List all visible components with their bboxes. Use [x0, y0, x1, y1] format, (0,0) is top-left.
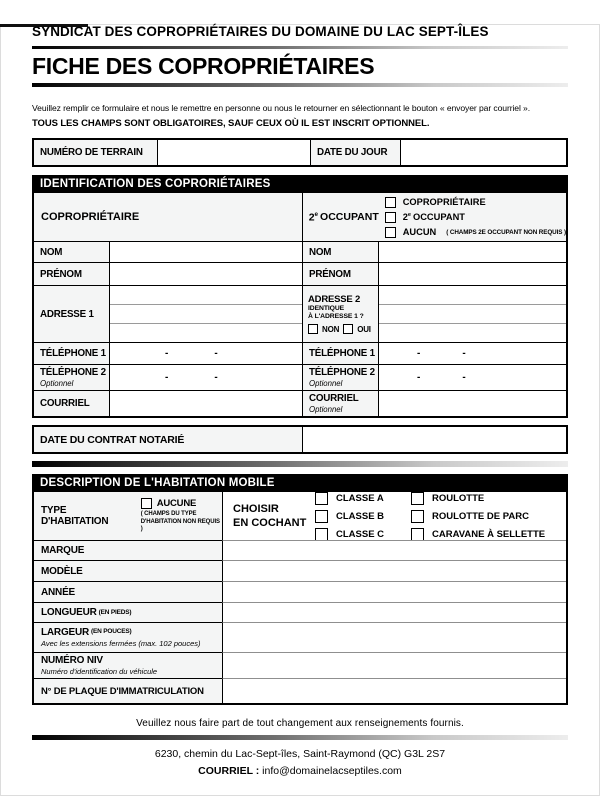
divider-gradient-2	[32, 83, 568, 87]
adresse1-input-line2[interactable]	[110, 304, 302, 323]
classe-options	[315, 492, 403, 541]
notarie-label: DATE DU CONTRAT NOTARIÉ	[34, 427, 302, 452]
classe-b-label: CLASSE B	[336, 510, 385, 522]
checkbox-roulotte-de-parc[interactable]	[411, 510, 424, 523]
aucune-block	[141, 498, 222, 534]
classe-a-label: CLASSE A	[336, 492, 384, 504]
left-tel2-label-cell	[34, 365, 109, 390]
checkbox-2e-occupant[interactable]	[385, 212, 396, 223]
checkbox-classe-c[interactable]	[315, 528, 328, 541]
change-notice: Veuillez nous faire part de tout changement aux renseignements fournis.	[136, 718, 464, 729]
option-classe-b	[315, 510, 403, 523]
adresse2-question-line1: IDENTIQUE	[308, 304, 345, 312]
terrain-date-row	[34, 140, 566, 165]
aucune-label: AUCUNE	[156, 497, 197, 509]
option-coproprietaire-label: COPROPRIÉTAIRE	[402, 197, 486, 207]
page-title: FICHE DES COPROPRIÉTAIRES	[32, 53, 375, 79]
courriel-row	[34, 390, 566, 416]
niv-input[interactable]	[222, 652, 566, 678]
choisir-en-cochant-label: CHOISIR EN COCHANT	[233, 502, 307, 529]
roulotte-label: ROULOTTE	[432, 492, 485, 504]
right-courriel-label: COURRIEL	[309, 393, 359, 404]
option-aucun-note: ( CHAMPS 2E OCCUPANT NON REQUIS )	[446, 228, 566, 236]
phone-separator: -	[214, 348, 218, 359]
largeur-row	[34, 622, 566, 652]
date-input[interactable]	[400, 140, 566, 165]
adresse1-input-line3[interactable]	[110, 323, 302, 342]
right-nom-input[interactable]	[378, 242, 566, 262]
right-tel1-label: TÉLÉPHONE 1	[302, 343, 378, 364]
intro-text: Veuillez remplir ce formulaire et nous le remettre en personne ou nous le retourner en sélectionnant le bouton « envoyer par courriel ».	[32, 103, 531, 113]
adresse2-non-oui	[308, 324, 371, 334]
plaque-row	[34, 678, 566, 703]
left-tel1-input[interactable]	[109, 343, 302, 364]
modele-row	[34, 560, 566, 581]
type-habitation-choices	[222, 492, 566, 540]
divider-gradient-3	[32, 461, 568, 467]
occupant-header: 2e OCCUPANT	[308, 210, 379, 224]
date-label: DATE DU JOUR	[310, 140, 400, 165]
nom-row	[34, 241, 566, 262]
left-nom-label: NOM	[34, 242, 109, 262]
type-habitation-label-cell	[34, 492, 222, 540]
adresse2-question-line2: À L'ADRESSE 1 ?	[308, 313, 364, 320]
right-courriel-label-cell	[302, 391, 378, 416]
largeur-label-cell	[34, 622, 222, 652]
type-habitation-row	[34, 492, 566, 540]
right-tel2-input[interactable]	[378, 365, 566, 390]
left-prenom-label: PRÉNOM	[34, 263, 109, 285]
right-nom-label: NOM	[302, 242, 378, 262]
option-aucun-label: AUCUN	[402, 227, 437, 237]
annee-input[interactable]	[222, 581, 566, 602]
notarie-input[interactable]	[302, 427, 566, 452]
adresse2-input-group	[378, 286, 566, 342]
footer-courriel-value: info@domainelacseptiles.com	[262, 765, 402, 777]
section-description-header: DESCRIPTION DE L'HABITATION MOBILE	[32, 474, 568, 492]
option-roulotte	[411, 492, 545, 505]
largeur-input[interactable]	[222, 622, 566, 652]
left-tel1-label: TÉLÉPHONE 1	[34, 343, 109, 364]
adresse2-input-line1[interactable]	[379, 286, 566, 304]
niv-label-cell	[34, 652, 222, 678]
intro-mandatory-text: TOUS LES CHAMPS SONT OBLIGATOIRES, SAUF CEUX OÙ IL EST INSCRIT OPTIONNEL.	[32, 118, 430, 129]
checkbox-caravane-a-sellette[interactable]	[411, 528, 424, 541]
type-habitation-label: TYPE D'HABITATION	[41, 505, 109, 527]
owners-header-row	[34, 193, 566, 241]
annee-row	[34, 581, 566, 602]
left-tel2-input[interactable]	[109, 365, 302, 390]
classe-c-label: CLASSE C	[336, 528, 385, 540]
plaque-input[interactable]	[222, 678, 566, 703]
right-prenom-input[interactable]	[378, 263, 566, 285]
right-tel2-label-cell	[302, 365, 378, 390]
plaque-label: N° DE PLAQUE D'IMMATRICULATION	[34, 678, 222, 703]
option-aucun	[385, 227, 566, 238]
longueur-label: LONGUEUR	[41, 607, 97, 618]
occupant-header-cell	[302, 193, 566, 241]
left-nom-input[interactable]	[109, 242, 302, 262]
left-courriel-input[interactable]	[109, 391, 302, 416]
telephone2-row	[34, 364, 566, 390]
coproprietaire-header: COPROPRIÉTAIRE	[41, 211, 140, 223]
prenom-row	[34, 262, 566, 285]
aucune-note: ( CHAMPS DU TYPE D'HABITATION NON REQUIS )	[140, 510, 220, 533]
terrain-number-input[interactable]	[157, 140, 310, 165]
phone-separator: -	[165, 348, 169, 359]
adresse1-label: ADRESSE 1	[34, 286, 109, 342]
modele-label: MODÈLE	[34, 560, 222, 581]
marque-label: MARQUE	[34, 540, 222, 560]
footer-courriel	[32, 765, 568, 777]
marque-row	[34, 540, 566, 560]
longueur-input[interactable]	[222, 602, 566, 622]
phone-separator: -	[165, 372, 169, 383]
checkbox-coproprietaire[interactable]	[385, 197, 396, 208]
adresse-row	[34, 285, 566, 342]
notarie-table	[32, 425, 568, 454]
option-classe-c	[315, 528, 403, 541]
checkbox-classe-b[interactable]	[315, 510, 328, 523]
left-tel2-label: TÉLÉPHONE 2	[40, 367, 106, 378]
terrain-number-label: NUMÉRO DE TERRAIN	[34, 140, 157, 165]
annee-label: ANNÉE	[34, 581, 222, 602]
roulotte-de-parc-label: ROULOTTE DE PARC	[432, 510, 529, 522]
adresse2-input-line2[interactable]	[379, 304, 566, 323]
roulotte-options	[411, 492, 545, 541]
checkbox-aucune[interactable]	[141, 498, 152, 509]
org-title: SYNDICAT DES COPROPRIÉTAIRES DU DOMAINE DU LAC SEPT-ÎLES	[32, 24, 489, 39]
adresse1-input-line1[interactable]	[110, 286, 302, 304]
option-2e-occupant-label: 2e OCCUPANT	[402, 211, 465, 223]
footer-courriel-label: COURRIEL :	[198, 765, 260, 777]
longueur-row	[34, 602, 566, 622]
divider-gradient-1	[32, 46, 568, 49]
section-identification-header: IDENTIFICATION DES COPRORIÉTAIRES	[32, 175, 568, 193]
option-classe-a	[315, 492, 403, 505]
identification-table	[32, 193, 568, 418]
longueur-unit: (EN PIEDS)	[98, 609, 132, 616]
telephone1-row	[34, 342, 566, 364]
phone-separator: -	[417, 348, 421, 359]
option-2e-occupant	[385, 212, 566, 223]
caravane-a-sellette-label: CARAVANE À SELLETTE	[432, 528, 546, 540]
modele-input[interactable]	[222, 560, 566, 581]
divider-gradient-4	[32, 735, 568, 740]
left-courriel-label: COURRIEL	[34, 391, 109, 416]
largeur-label-line: LARGEUR $^{(EN POUCES)}$	[41, 627, 132, 638]
left-prenom-input[interactable]	[109, 263, 302, 285]
phone-separator: -	[214, 372, 218, 383]
option-roulotte-de-parc	[411, 510, 545, 523]
longueur-label-cell	[34, 602, 222, 622]
form-page	[0, 24, 600, 777]
checkbox-classe-a[interactable]	[315, 492, 328, 505]
niv-label: NUMÉRO NIV	[41, 655, 103, 666]
right-courriel-input[interactable]	[378, 391, 566, 416]
right-tel2-label: TÉLÉPHONE 2	[309, 367, 375, 378]
non-label: NON	[322, 324, 340, 334]
adresse2-label: ADRESSE 2	[308, 293, 361, 305]
checkbox-non[interactable]	[308, 324, 318, 334]
adresse2-label-cell	[302, 286, 378, 342]
right-tel2-optionnel: Optionnel	[309, 379, 343, 388]
oui-label: OUI	[357, 324, 371, 334]
notarie-row	[34, 427, 566, 452]
option-caravane-a-sellette	[411, 528, 545, 541]
phone-separator: -	[462, 372, 466, 383]
phone-separator: -	[417, 372, 421, 383]
terrain-date-table	[32, 138, 568, 167]
niv-note: Numéro d'identification du véhicule	[41, 667, 158, 676]
right-prenom-label: PRÉNOM	[302, 263, 378, 285]
adresse2-input-line3[interactable]	[379, 323, 566, 342]
largeur-note: Avec les extensions fermées (max. 102 pouces)	[41, 639, 201, 648]
checkbox-aucun[interactable]	[385, 227, 396, 238]
description-table	[32, 492, 568, 705]
left-tel2-optionnel: Optionnel	[40, 379, 74, 388]
occupant-options	[385, 197, 566, 238]
checkbox-roulotte[interactable]	[411, 492, 424, 505]
checkbox-oui[interactable]	[343, 324, 353, 334]
right-tel1-input[interactable]	[378, 343, 566, 364]
address-line: 6230, chemin du Lac-Sept-îles, Saint-Raymond (QC) G3L 2S7	[154, 748, 446, 760]
right-courriel-optionnel: Optionnel	[309, 405, 343, 414]
marque-input[interactable]	[222, 540, 566, 560]
adresse1-input-group	[109, 286, 302, 342]
phone-separator: -	[462, 348, 466, 359]
option-coproprietaire	[385, 197, 566, 208]
niv-row	[34, 652, 566, 678]
